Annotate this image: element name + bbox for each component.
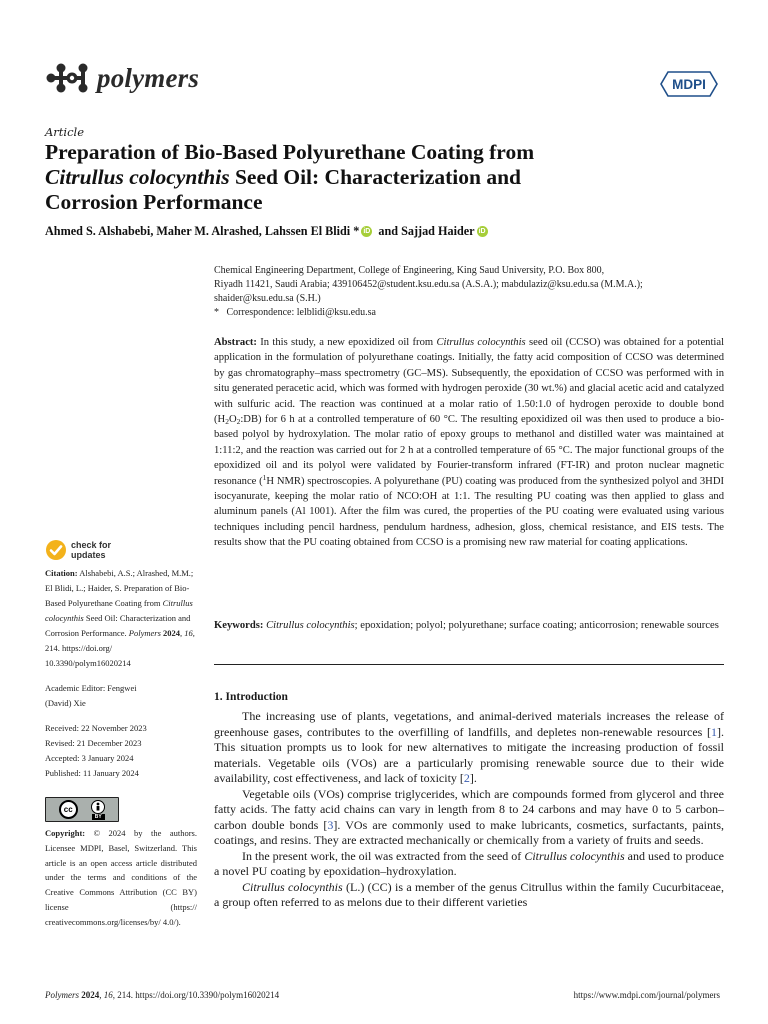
paragraph xyxy=(214,787,724,849)
title-line-2 xyxy=(45,165,685,190)
citation-year: 2024 xyxy=(160,628,181,638)
footer-year: 2024 xyxy=(79,990,100,1000)
paragraph xyxy=(214,849,724,880)
abstract xyxy=(214,335,724,551)
journal-name: polymers xyxy=(97,62,200,93)
footer-volume: , 16 xyxy=(99,990,113,1000)
check-updates-line-2: updates xyxy=(71,550,106,560)
footer-citation[interactable] xyxy=(45,990,279,1000)
authors-part-1: Ahmed S. Alshabebi, Maher M. Alrashed, Lahssen El Blidi * xyxy=(45,224,360,238)
paragraph xyxy=(214,880,724,911)
check-updates-label xyxy=(71,540,111,560)
copyright-text: © 2024 by the authors. Licensee MDPI, Basel, Switzerland. This article is an open access article distributed under the terms and conditions of the Creative Commons Attribution (CC BY) license (https:// creativecommons.org/licenses/by/ 4.0/). xyxy=(45,828,197,927)
check-for-updates-button[interactable] xyxy=(45,539,111,561)
title-species: Citrullus colocynthis xyxy=(45,165,230,189)
cc-icon: cc xyxy=(59,800,78,819)
affiliation-line: Riyadh 11421, Saudi Arabia; 439106452@student.ksu.edu.sa (A.S.A.); mabdulaziz@ksu.edu.sa (M.M.A.); xyxy=(214,279,643,290)
date-received: Received: 22 November 2023 xyxy=(45,723,147,733)
paragraph-text: In the present work, the oil was extracted from the seed of xyxy=(242,848,525,863)
abstract-text: :DB) for 6 h at a controlled temperature of 60 °C. The resulting epoxidized oil was then used to produce a bio-based polyol by hydroxylation. The molar ratio of epoxy groups to methanol and distilled water was maintained at 1:11:2, and the reaction was carried out for 2 h at a controlled temperature of 65 °C. The major functional groups of the epoxidized oil and its polyol were validated by Fourier-transform infrared (FT-IR) and proton nuclear magnetic resonance ( xyxy=(214,414,724,487)
academic-editor: Academic Editor: Fengwei xyxy=(45,683,137,693)
species-name: Citrullus colocynthis xyxy=(524,848,625,863)
citation-link[interactable]: 1 xyxy=(711,724,717,739)
title-line-3: Corrosion Performance xyxy=(45,190,263,214)
paragraph-text: (L.) (CC) is a member of the genus Citrullus within the family Cucurbitaceae, a group often referred to as melons due to their different varieties xyxy=(214,879,724,909)
title-line-2-rest: Seed Oil: Characterization and xyxy=(229,165,522,189)
publisher-logo[interactable] xyxy=(660,71,718,101)
subscript: 2 xyxy=(236,417,241,427)
author-list xyxy=(45,224,491,239)
abstract-text: O xyxy=(228,414,237,426)
subscript: 2 xyxy=(225,417,229,427)
authors-part-2: and Sajjad Haider xyxy=(375,224,475,238)
paragraph xyxy=(214,709,724,787)
title-line-1: Preparation of Bio-Based Polyurethane Coating from xyxy=(45,140,535,164)
keyword-species: Citrullus colocynthis xyxy=(266,620,355,631)
affiliation-line: shaider@ksu.edu.sa (S.H.) xyxy=(214,293,321,304)
copyright-label: Copyright: xyxy=(45,828,86,838)
person-icon xyxy=(91,800,105,814)
abstract-text: In this study, a new epoxidized oil from xyxy=(256,337,437,348)
citation-doi[interactable]: , 214. https://doi.org/ 10.3390/polym16020214 xyxy=(45,628,195,668)
citation-link[interactable]: 3 xyxy=(327,817,334,832)
affiliations xyxy=(214,264,724,320)
citation-label: Citation: xyxy=(45,568,78,578)
orcid-icon[interactable]: iD xyxy=(363,228,371,235)
abstract-species: Citrullus colocynthis xyxy=(436,337,526,348)
citation-volume: , 16 xyxy=(180,628,193,638)
paragraph-text: ]. xyxy=(469,771,477,785)
polymers-logo-icon xyxy=(45,61,91,95)
mdpi-logo-icon xyxy=(660,71,718,97)
publisher-name: MDPI xyxy=(672,77,706,92)
date-published: Published: 11 January 2024 xyxy=(45,768,139,778)
superscript: 1 xyxy=(262,472,267,482)
cc-by-license-badge[interactable] xyxy=(45,797,119,822)
abstract-label: Abstract: xyxy=(214,337,257,348)
citation-text: Alshabebi, A.S.; Alrashed, M.M.; El Blidi, L.; Haider, S. Preparation of Bio-Based Polyurethane Coating from xyxy=(45,568,194,608)
introduction-body xyxy=(214,709,724,911)
article-title xyxy=(45,140,685,215)
paragraph-text: The increasing use of plants, vegetations, and animal-derived materials increases the release of greenhouse gases, contributes to the overfilling of landfills, and depletes non-renewable resources [ xyxy=(214,709,724,739)
footer-doi: , 214. https://doi.org/10.3390/polym16020214 xyxy=(112,990,280,1000)
keywords-list: ; epoxidation; polyol; polyurethane; surface coating; anticorrosion; renewable sources xyxy=(354,620,719,631)
abstract-text: H NMR) spectroscopies. A polyurethane (PU) coating was produced from the synthesized polyol and 3HDI isocyanurate, keeping the molar ratio of NCO:OH at 1:1. The resulting PU coating was then applied to glass and aluminum panels (Al 1001). After the film was cured, the properties of the PU coating were evaluated using various techniques including pencil hardness, pendulum hardness, adhesion, gloss, chemical resistance, and EIS tests. The results show that the PU coating obtained from CCSO is a promising new raw material for coating applications. xyxy=(214,475,725,549)
citation-text: Seed Oil: Characterization and Corrosion Performance. xyxy=(45,613,191,638)
paragraph-text: ]. VOs are commonly used to make lubricants, cosmetics, surfactants, paints, coatings, and resins. They are extracted mechanically or chemically from a variety of fruits and seeds. xyxy=(214,817,724,847)
citation xyxy=(45,566,197,671)
affiliation-line: Chemical Engineering Department, College of Engineering, King Saud University, P.O. Box 800, xyxy=(214,265,605,276)
section-heading-introduction: 1. Introduction xyxy=(214,691,288,703)
article-type: Article xyxy=(45,125,85,139)
academic-editor: (David) Xie xyxy=(45,698,86,708)
paragraph-text: ]. This situation prompts us to look for new alternatives to mitigate the increasing production of fossil materials. Vegetable oils (VOs) are a particularly promising renewable source due to their wide availability, cost effectiveness, and lack of toxicity [ xyxy=(214,724,724,785)
citation-link[interactable]: 2 xyxy=(463,771,470,785)
orcid-icon[interactable]: iD xyxy=(478,228,486,235)
footer-journal: Polymers xyxy=(45,990,79,1000)
species-name: Citrullus colocynthis xyxy=(242,879,343,894)
paragraph-text: Vegetable oils (VOs) comprise triglycerides, which are compounds formed from glycerol and three fatty acids. The fatty acid chains can vary in length from 8 to 24 carbons and may have 0 to 5 carbon–carbon double bonds [ xyxy=(214,786,724,832)
footer-journal-url[interactable]: https://www.mdpi.com/journal/polymers xyxy=(573,990,720,1000)
sidebar xyxy=(45,566,197,781)
correspondence: * Correspondence: lelblidi@ksu.edu.sa xyxy=(214,307,376,318)
section-divider xyxy=(214,664,724,665)
by-icon xyxy=(91,800,105,820)
abstract-text: seed oil (CCSO) was obtained for a potential application in the formulation of polyurethane coatings. Initially, the fatty acid composition of CCSO was determined by gas chromatography–mass spectrometry (GC–MS). Subsequently, the epoxidation of CCSO was performed with in situ generated peracetic acid, which was formed with hydrogen peroxide (30 wt.%) and glacial acetic acid and catalyzed with sulfuric acid. The reaction was continued at a molar ratio of 1.50:1.0 of hydrogen peroxide to double bond (H xyxy=(214,337,725,426)
date-accepted: Accepted: 3 January 2024 xyxy=(45,753,134,763)
paragraph-text: and used to produce a novel PU coating by epoxidation–hydroxylation. xyxy=(214,848,724,878)
date-revised: Revised: 21 December 2023 xyxy=(45,738,142,748)
citation-journal: Polymers xyxy=(128,628,161,638)
citation-species: Citrullus colocynthis xyxy=(45,598,193,623)
by-label: BY xyxy=(92,814,105,820)
check-updates-line-1: check for xyxy=(71,540,112,550)
journal-logo[interactable] xyxy=(45,60,199,96)
check-updates-icon xyxy=(45,539,67,561)
keywords xyxy=(214,618,724,633)
keywords-label: Keywords: xyxy=(214,620,264,631)
copyright-notice xyxy=(45,826,197,930)
